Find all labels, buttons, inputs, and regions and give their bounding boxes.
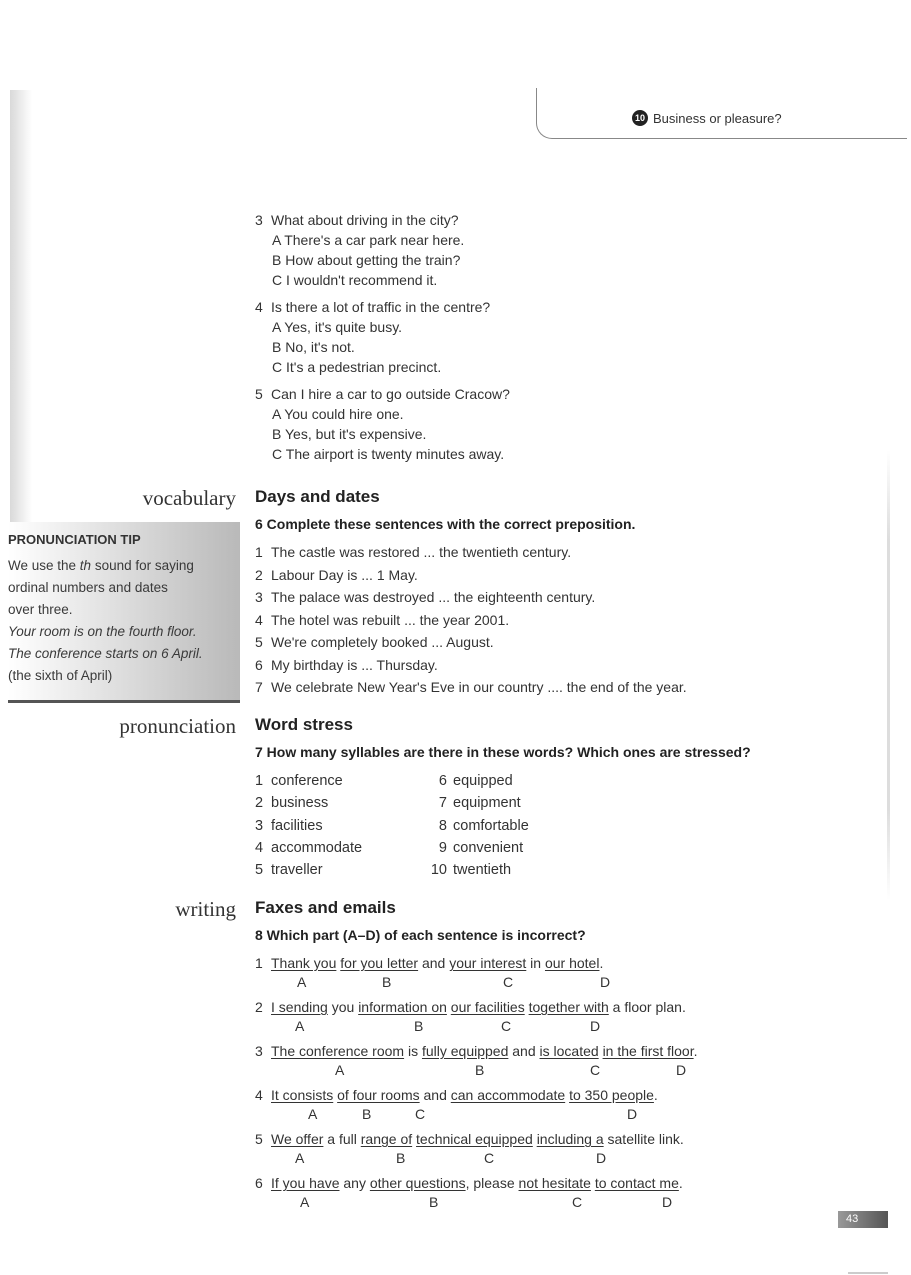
question-3: 3 What about driving in the city? A There's a car park near here. B How about getting the train? C I wouldn't recommend it.: [255, 210, 510, 290]
word-item: 1 conference: [255, 773, 343, 789]
underlined-part: technical equipped: [416, 1131, 533, 1147]
answer-letters: A B C D: [300, 1194, 673, 1210]
option: C It's a pedestrian precinct.: [272, 359, 442, 375]
answer-letters: A B C D: [308, 1106, 638, 1122]
option: A There's a car park near here.: [272, 232, 465, 248]
underlined-part: If you have: [271, 1175, 340, 1191]
underlined-part: our facilities: [450, 999, 525, 1015]
tip-body: We use the th sound for saying ordinal numbers and dates over three. Your room is on the fourth floor. The conference starts on 6 April. (the sixth of April): [8, 558, 203, 683]
sentence-text: [271, 999, 686, 1015]
list-item: 2 Labour Day is ... 1 May.: [255, 566, 418, 583]
exercise-6-instruction: 6 Complete these sentences with the correct preposition.: [255, 516, 636, 532]
underlined-part: is located: [539, 1043, 599, 1059]
underlined-part: together with: [528, 999, 609, 1015]
option: C I wouldn't recommend it.: [272, 272, 438, 288]
chapter-number-badge: 10: [632, 110, 648, 126]
sentence-fragment: any: [339, 1175, 370, 1191]
sentence-fragment: is: [404, 1043, 422, 1059]
sentence-fragment: and: [418, 955, 450, 971]
page-edge-mark: [887, 450, 890, 900]
top-questions: [255, 210, 510, 471]
exercise-8-instruction: 8 Which part (A–D) of each sentence is incorrect?: [255, 927, 586, 943]
section-label-writing: writing: [175, 897, 236, 921]
sentence-fragment: and: [419, 1087, 451, 1103]
section-label-vocabulary: vocabulary: [142, 486, 236, 510]
underlined-part: The conference room: [271, 1043, 405, 1059]
section-title-faxes-emails: Faxes and emails: [255, 898, 396, 917]
section-title-word-stress: Word stress: [255, 715, 353, 734]
underlined-part: to 350 people: [569, 1087, 654, 1103]
answer-letters: A B C D: [297, 974, 611, 990]
word-item: 2 business: [255, 795, 329, 812]
sentence-fragment: .: [693, 1043, 698, 1059]
word-item: 6 equipped: [438, 773, 513, 789]
underlined-part: not hesitate: [518, 1175, 591, 1191]
sentence-fragment: and: [508, 1043, 540, 1059]
underlined-part: to contact me: [594, 1175, 679, 1191]
underlined-part: can accommodate: [450, 1087, 566, 1103]
sentence-fragment: a full: [323, 1131, 361, 1147]
underlined-part: Thank you: [271, 955, 337, 971]
tip-title: PRONUNCIATION TIP: [8, 532, 141, 547]
bottom-rule: [848, 1272, 888, 1274]
sentence-text: [271, 1175, 683, 1191]
word-item: 5 traveller: [255, 862, 323, 879]
underlined-part: information on: [358, 999, 447, 1015]
underlined-part: for you letter: [340, 955, 419, 971]
sentence-fragment: a floor plan.: [608, 999, 686, 1015]
underlined-part: fully equipped: [421, 1043, 509, 1059]
list-item: 1 The castle was restored ... the twentieth century.: [255, 544, 572, 560]
sentence-fragment: , please: [465, 1175, 519, 1191]
sentence-4: 4 It consists of four rooms and can accommodate to 350 people.: [255, 1087, 658, 1103]
sentence-fragment: in: [526, 955, 545, 971]
underlined-part: including a: [536, 1131, 604, 1147]
sentence-3: 3 The conference room is fully equipped and is located in the first floor.: [255, 1043, 698, 1059]
list-item: 7 We celebrate New Year's Eve in our country .... the end of the year.: [255, 679, 687, 695]
list-item: 4 The hotel was rebuilt ... the year 2001.: [255, 611, 510, 628]
underlined-part: your interest: [449, 955, 527, 971]
answer-letters: A B C D: [295, 1018, 601, 1034]
question-4: 4 Is there a lot of traffic in the centre? A Yes, it's quite busy. B No, it's not. C It's a pedestrian precinct.: [255, 297, 510, 377]
list-item: 5 We're completely booked ... August.: [255, 634, 494, 650]
page-number: 43: [838, 1211, 888, 1228]
sentence-5: 5 We offer a full range of technical equipped including a satellite link.: [255, 1131, 684, 1147]
word-item: 8 comfortable: [438, 817, 529, 834]
underlined-part: It consists: [271, 1087, 334, 1103]
option: A Yes, it's quite busy.: [272, 319, 403, 335]
sentence-text: [271, 1087, 658, 1103]
exercise-8-sentences: [255, 952, 698, 1216]
sentence-text: [271, 1131, 684, 1147]
chapter-header: [632, 110, 782, 126]
sentence-2: 2 I sending you information on our facilities together with a floor plan.: [255, 999, 686, 1015]
sentence-6: 6 If you have any other questions, please not hesitate to contact me.: [255, 1175, 683, 1191]
exercise-7-instruction: 7 How many syllables are there in these words? Which ones are stressed?: [255, 744, 751, 760]
word-item: 7 equipment: [438, 795, 521, 812]
underlined-part: range of: [360, 1131, 413, 1147]
answer-letters: A B C D: [335, 1062, 687, 1078]
chapter-title: Business or pleasure?: [653, 110, 782, 126]
sentence-1: 1 Thank you for you letter and your interest in our hotel.: [255, 955, 604, 971]
sentence-fragment: .: [653, 1087, 658, 1103]
underlined-part: in the first floor: [602, 1043, 694, 1059]
option: B Yes, but it's expensive.: [272, 426, 427, 442]
word-item: 10 twentieth: [430, 862, 512, 879]
exercise-7-word-grid: [255, 770, 627, 881]
sentence-fragment: you: [327, 999, 359, 1015]
sentence-text: [271, 1043, 698, 1059]
sentence-fragment: .: [599, 955, 604, 971]
list-item: 6 My birthday is ... Thursday.: [255, 656, 438, 673]
underlined-part: We offer: [271, 1131, 324, 1147]
option: B How about getting the train?: [272, 252, 461, 268]
word-item: 3 facilities: [255, 817, 323, 834]
sentence-fragment: .: [678, 1175, 683, 1191]
exercise-6-list: [255, 541, 687, 699]
list-item: 3 The palace was destroyed ... the eighteenth century.: [255, 589, 596, 605]
sentence-fragment: satellite link.: [603, 1131, 684, 1147]
question-5: 5 Can I hire a car to go outside Cracow? A You could hire one. B Yes, but it's expensive. C The airport is twenty minutes away.: [255, 386, 510, 462]
underlined-part: our hotel: [544, 955, 600, 971]
underlined-part: other questions: [369, 1175, 466, 1191]
option: B No, it's not.: [272, 339, 355, 355]
sentence-text: [271, 955, 603, 971]
underlined-part: of four rooms: [337, 1087, 420, 1103]
pronunciation-tip-box: [8, 522, 240, 703]
word-item: 9 convenient: [438, 839, 524, 856]
underlined-part: I sending: [271, 999, 328, 1015]
option: A You could hire one.: [272, 406, 404, 422]
word-item: 4 accommodate: [255, 839, 363, 856]
section-label-pronunciation: pronunciation: [119, 714, 236, 738]
option: C The airport is twenty minutes away.: [272, 446, 505, 462]
section-title-days-dates: Days and dates: [255, 487, 380, 506]
answer-letters: A B C D: [295, 1150, 607, 1166]
